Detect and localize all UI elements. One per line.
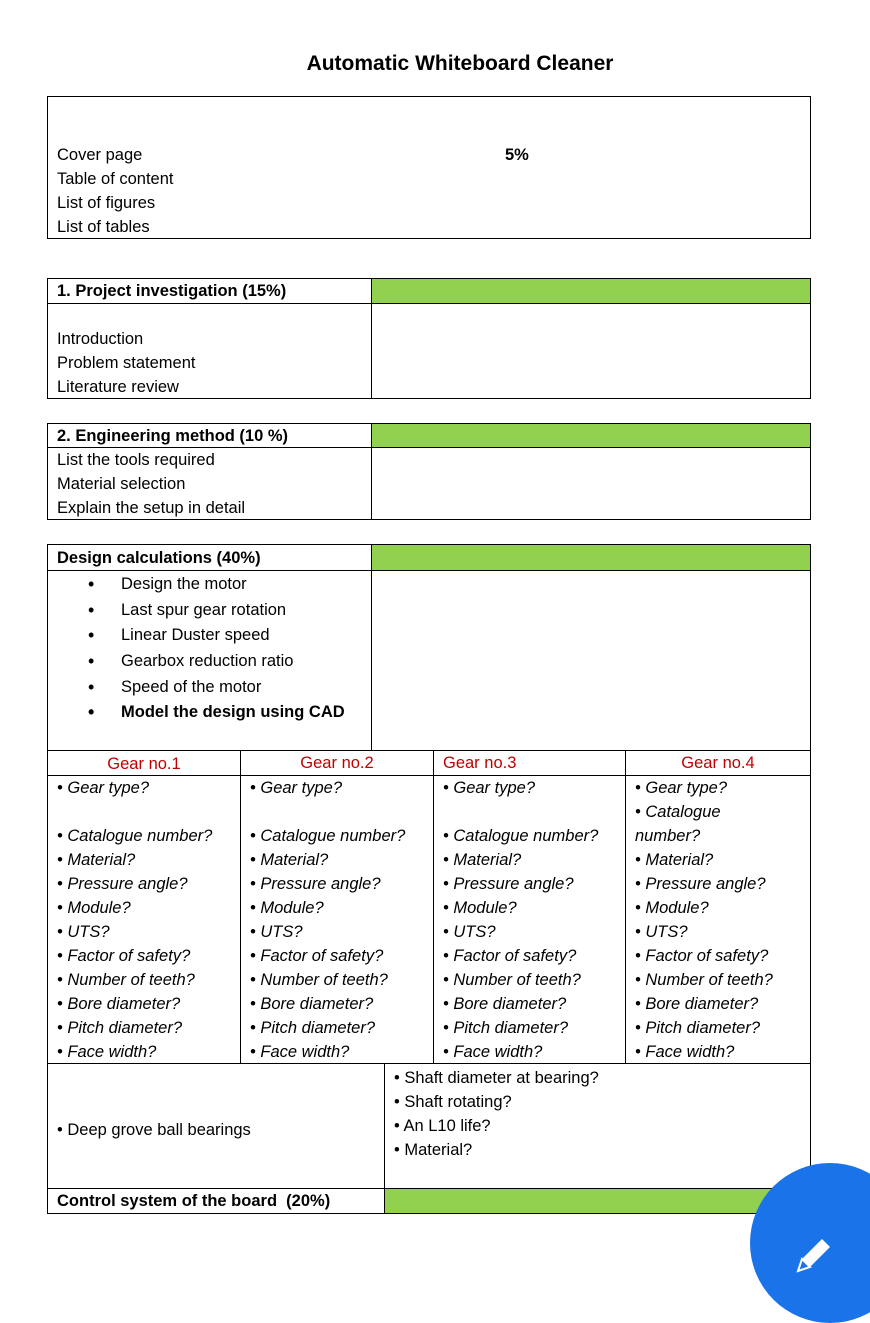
gear-header-3: Gear no.3 [443,754,517,772]
design-item: • Speed of the motor [48,675,345,701]
method-items [57,448,245,520]
cover-items [57,143,174,239]
method-item: Material selection [57,475,186,493]
gear-prop: • Material? [635,851,714,869]
cover-item: List of tables [57,218,150,236]
gear-column-4 [635,776,773,1064]
gear-prop: • Factor of safety? [250,947,384,965]
investigation-item: Introduction [57,330,144,348]
gear-prop: • UTS? [635,923,688,941]
document-title: Automatic Whiteboard Cleaner [306,52,614,75]
cover-item: Cover page [57,146,143,164]
gear-type: • Gear type? [57,779,149,797]
column-divider [371,545,372,750]
gear-prop: • Pitch diameter? [250,1019,375,1037]
gear-prop: • Face width? [443,1043,543,1061]
cover-item: List of figures [57,194,156,212]
control-score-cell [385,1189,810,1213]
gear-header-4: Gear no.4 [681,754,755,772]
gear-type: • Gear type? [443,779,535,797]
gear-prop: • Pitch diameter? [635,1019,760,1037]
column-divider [371,424,372,519]
row-divider [48,570,810,571]
gear-prop: • UTS? [250,923,303,941]
design-item: • Design the motor [48,572,345,598]
column-divider [625,751,626,1063]
column-divider [433,751,434,1063]
gear-catalogue: • Catalogue number? [443,827,599,845]
gear-prop: • Pressure angle? [250,875,381,893]
gear-prop: • Bore diameter? [57,995,181,1013]
gear-prop: • Material? [250,851,329,869]
gear-prop: • Number of teeth? [443,971,581,989]
gear-prop: • Pitch diameter? [57,1019,182,1037]
row-divider [48,1063,810,1064]
bearings-label: • Deep grove ball bearings [57,1121,251,1139]
design-score-cell [372,545,810,570]
gear-prop: • Face width? [250,1043,350,1061]
gear-prop: • Factor of safety? [57,947,191,965]
gear-catalogue: • Catalogue [635,803,721,821]
gear-header-1: Gear no.1 [107,755,181,773]
investigation-items [57,327,195,399]
gear-prop: • Bore diameter? [635,995,759,1013]
gear-prop: • Number of teeth? [57,971,195,989]
bearings-items [394,1066,599,1162]
cover-item: Table of content [57,170,174,188]
method-item: List the tools required [57,451,215,469]
design-item: • Linear Duster speed [48,623,345,649]
gear-prop: • Material? [57,851,136,869]
investigation-heading: 1. Project investigation (15%) [57,282,287,300]
gear-type: • Gear type? [250,779,342,797]
gear-prop: • Pressure angle? [635,875,766,893]
investigation-item: Literature review [57,378,179,396]
control-heading: Control system of the board (20%) [57,1192,331,1210]
gear-prop: • Face width? [635,1043,735,1061]
gear-prop: • Factor of safety? [635,947,769,965]
gear-column-1 [57,776,212,1064]
gear-prop: • Bore diameter? [250,995,374,1013]
design-item: • Last spur gear rotation [48,598,345,624]
gear-prop: • Pressure angle? [443,875,574,893]
gear-prop: • Pitch diameter? [443,1019,568,1037]
gear-prop: • Pressure angle? [57,875,188,893]
method-score-cell [372,424,810,447]
gear-catalogue: • Catalogue number? [57,827,213,845]
pencil-icon [784,1225,844,1285]
gear-prop: • Module? [57,899,131,917]
design-item: • Model the design using CAD [48,700,345,726]
design-heading: Design calculations (40%) [57,549,261,567]
bearing-item: • Shaft diameter at bearing? [394,1069,599,1087]
investigation-score-cell [372,279,810,303]
gear-prop: • Bore diameter? [443,995,567,1013]
bearing-item: • Material? [394,1141,473,1159]
bearing-item: • Shaft rotating? [394,1093,512,1111]
gear-header-2: Gear no.2 [300,754,374,772]
gear-column-3 [443,776,598,1064]
gear-prop: • Number of teeth? [250,971,388,989]
column-divider [240,751,241,1063]
bearing-item: • An L10 life? [394,1117,491,1135]
design-list [48,572,345,726]
gear-prop: • UTS? [443,923,496,941]
gear-catalogue: • Catalogue number? [250,827,406,845]
gear-prop: • Face width? [57,1043,157,1061]
gear-prop: • Material? [443,851,522,869]
gear-prop: • UTS? [57,923,110,941]
method-heading: 2. Engineering method (10 %) [57,427,289,445]
gear-prop: • Factor of safety? [443,947,577,965]
gear-prop: • Number of teeth? [635,971,773,989]
column-divider [371,279,372,398]
gear-type: • Gear type? [635,779,727,797]
row-divider [48,303,810,304]
gear-catalogue-cont: number? [635,827,701,845]
gear-prop: • Module? [635,899,709,917]
gear-prop: • Module? [443,899,517,917]
method-item: Explain the setup in detail [57,499,246,517]
gear-column-2 [250,776,405,1064]
investigation-item: Problem statement [57,354,196,372]
design-item: • Gearbox reduction ratio [48,649,345,675]
cover-percent: 5% [505,146,529,164]
gear-prop: • Module? [250,899,324,917]
